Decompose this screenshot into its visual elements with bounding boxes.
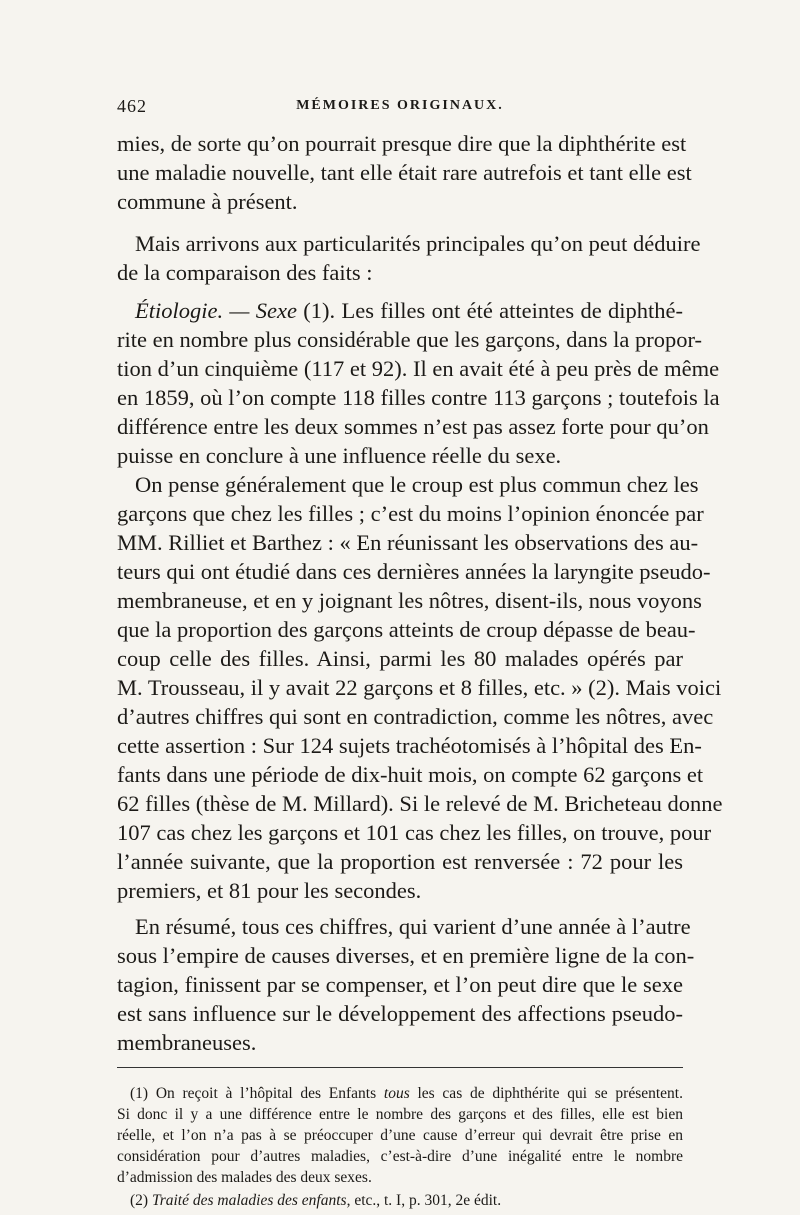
text-fragment: (1) On reçoit à l’hôpital des Enfants — [130, 1085, 384, 1102]
text-line: en 1859, où l’on compte 118 filles contre 113 garçons ; toutefois la — [117, 385, 720, 410]
text-line: mies, de sorte qu’on pourrait presque dire que la diphthérite est — [117, 131, 687, 156]
text-fragment: , etc., t. I, p. 301, 2e édit. — [346, 1192, 502, 1209]
text-line: membraneuses. — [117, 1030, 257, 1055]
text-line: l’année suivante, que la proportion est renversée : 72 pour les — [117, 849, 683, 874]
footnote-line: réelle, et l’on n’a pas à se préoccuper d’une cause d’erreur qui devrait être prise en — [117, 1127, 683, 1144]
text-line: fants dans une période de dix-huit mois, on compte 62 garçons et — [117, 762, 704, 787]
text-line: MM. Rilliet et Barthez : « En réunissant les observations des au- — [117, 530, 699, 555]
text-line: est sans influence sur le développement des affections pseudo- — [117, 1001, 683, 1026]
text-line: 62 filles (thèse de M. Millard). Si le relevé de M. Bricheteau donne — [117, 791, 723, 816]
text-line: rite en nombre plus considérable que les garçons, dans la propor- — [117, 327, 702, 352]
text-line: premiers, et 81 pour les secondes. — [117, 878, 422, 903]
text-line: de la comparaison des faits : — [117, 260, 373, 285]
text-line: cette assertion : Sur 124 sujets trachéotomisés à l’hôpital des En- — [117, 733, 702, 758]
text-line: garçons que chez les filles ; c’est du moins l’opinion énoncée par — [117, 501, 704, 526]
text-line: une maladie nouvelle, tant elle était rare autrefois et tant elle est — [117, 160, 692, 185]
footnote-line: Si donc il y a une différence entre le nombre des garçons et des filles, elle est bien — [117, 1106, 683, 1123]
text-line: tagion, finissent par se compenser, et l’on peut dire que le sexe — [117, 972, 683, 997]
text-line: M. Trousseau, il y avait 22 garçons et 8 filles, etc. » (2). Mais voici — [117, 675, 722, 700]
text-line: que la proportion des garçons atteints de croup dépasse de beau- — [117, 617, 696, 642]
text-line: En résumé, tous ces chiffres, qui varient d’une année à l’autre — [135, 914, 691, 939]
text-line — [135, 296, 683, 326]
text-line: commune à présent. — [117, 189, 298, 214]
text-line: d’autres chiffres qui sont en contradiction, comme les nôtres, avec — [117, 704, 714, 729]
text-line: On pense généralement que le croup est plus commun chez les — [135, 472, 699, 497]
footnote-number: (2) — [130, 1192, 152, 1209]
text-line: puisse en conclure à une influence réelle du sexe. — [117, 443, 562, 468]
text-line: différence entre les deux sommes n’est pas assez forte pour qu’on — [117, 414, 709, 439]
running-head: MÉMOIRES ORIGINAUX. — [296, 98, 504, 113]
book-title: Traité des maladies des enfants — [151, 1192, 347, 1209]
text-line: teurs qui ont étudié dans ces dernières années la laryngite pseudo- — [117, 559, 711, 584]
text-line: sous l’empire de causes diverses, et en première ligne de la con- — [117, 943, 695, 968]
footnote-line — [130, 1190, 683, 1211]
text-line: coup celle des filles. Ainsi, parmi les 80 malades opérés par — [117, 646, 683, 671]
footnote-line: d’admission des malades des deux sexes. — [117, 1169, 372, 1186]
page-header — [117, 96, 683, 120]
text-line: membraneuse, et en y joignant les nôtres, disent-ils, nous voyons — [117, 588, 702, 613]
emphasis: tous — [383, 1085, 410, 1102]
text-line: Mais arrivons aux particularités principales qu’on peut déduire — [135, 231, 701, 256]
section-heading: Étiologie. — Sexe — [135, 298, 297, 323]
text-fragment: (1). Les filles ont été atteintes de diphthé- — [296, 298, 683, 323]
text-line: 107 cas chez les garçons et 101 cas chez les filles, on trouve, pour — [117, 820, 712, 845]
text-fragment: les cas de diphthérite qui se présentent. — [409, 1085, 683, 1102]
footnote-rule — [117, 1067, 683, 1068]
footnote-line: considération pour d’autres maladies, c’est-à-dire d’une inégalité entre le nombre — [117, 1148, 683, 1165]
footnote-line — [130, 1083, 683, 1104]
page-number: 462 — [117, 96, 147, 116]
text-line: tion d’un cinquième (117 et 92). Il en avait été à peu près de même — [117, 356, 720, 381]
